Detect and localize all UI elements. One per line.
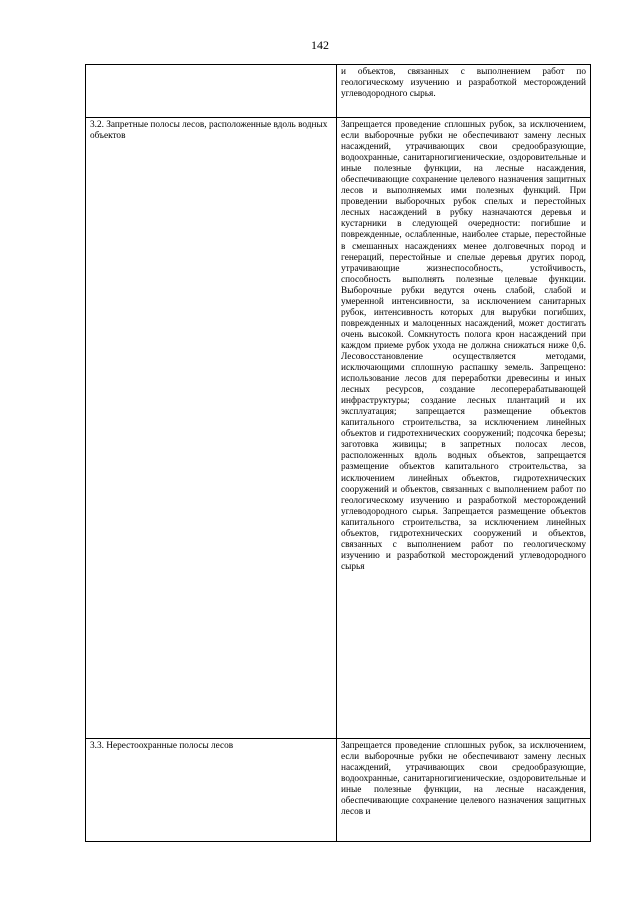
restrictions-text: и объектов, связанных с выполнением работ по геологическому изучению и разработкой месторождений углеводородного сырья. (341, 67, 586, 100)
forest-category-cell (86, 65, 337, 118)
table-row (86, 118, 591, 739)
restrictions-cell (337, 739, 591, 842)
forest-category-text: 3.2. Запретные полосы лесов, расположенные вдоль водных объектов (90, 120, 328, 142)
table-row (86, 65, 591, 118)
forest-category-cell (86, 118, 337, 739)
restrictions-cell (337, 65, 591, 118)
restrictions-text: Запрещается проведение сплошных рубок, за исключением, если выборочные рубки не обеспечивают замену лесных насаждений, утрачивающих свои средообразующие, водоохранные, санитарногигиенические, оздоровительные и иные полезные функции, на лесные насаждения, обеспечивающие сохранение целевого назначения защитных лесов и выполняемых ими полезных функций. При проведении выборочных рубок спелых и перестойных лесных насаждений в рубку назначаются деревья и кустарники в следующей очередности: погибшие и поврежденные, ослабленные, наиболее старые, перестойные в смешанных насаждениях менее долговечных пород и генераций, перестойные и спелые деревья других пород, утрачивающие жизнеспособность, устойчивость, способность выполнять полезные целевые функции. Выборочные рубки ведутся очень слабой, слабой и умеренной интенсивности, за исключением санитарных рубок, интенсивность которых для вырубки погибших, поврежденных и малоценных насаждений, может достигать очень высокой. Сомкнутость полога крон насаждений при каждом приеме рубок ухода не должна снижаться ниже 0,6. Лесовосстановление осуществляется методами, исключающими сплошную распашку земель. Запрещено: использование лесов для переработки древесины и иных лесных ресурсов, создание лесоперерабатывающей инфраструктуры; создание лесных плантаций и их эксплуатация; запрещается размещение объектов капитального строительства, за исключением линейных объектов и гидротехнических сооружений; подсочка березы; заготовка живицы; в запретных полосах лесов, расположенных вдоль водных объектов, запрещается размещение объектов капитального строительства, за исключением линейных объектов, гидротехнических сооружений и объектов, связанных с выполнением работ по геологическому изучению и разработкой месторождений углеводородного сырья. Запрещается размещение объектов капитального строительства, за исключением линейных объектов, гидротехнических сооружений и объектов, связанных с выполнением работ по геологическому изучению и разработкой месторождений углеводородного сырья (341, 120, 586, 572)
forest-category-cell (86, 739, 337, 842)
page-number: 142 (311, 38, 329, 52)
table-row (86, 739, 591, 842)
forest-category-text: 3.3. Нерестоохранные полосы лесов (90, 741, 234, 751)
restrictions-text: Запрещается проведение сплошных рубок, за исключением, если выборочные рубки не обеспечивают замену лесных насаждений, утрачивающих свои средообразующие, водоохранные, санитарногигиенические, оздоровительные и иные полезные функции, на лесные насаждения, обеспечивающие сохранение целевого назначения защитных лесов и (341, 741, 586, 818)
restrictions-cell (337, 118, 591, 739)
regulations-table (85, 64, 591, 842)
